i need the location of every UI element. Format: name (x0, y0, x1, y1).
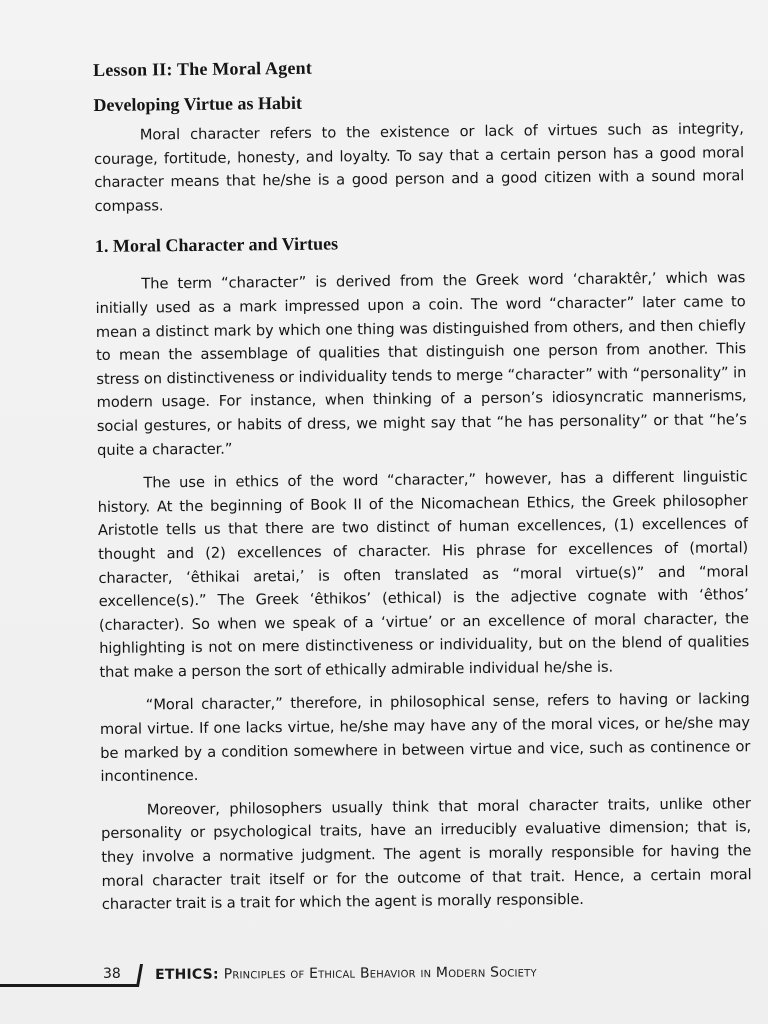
footer-book-subtitle: Principles of Ethical Behavior in Modern Society (223, 964, 537, 983)
page-content (93, 53, 752, 927)
paragraph-character-origin: The term “character” is derived from the Greek word ‘charaktêr,’ which was initially used as a mark impressed upon a coin. The word “character” later came to mean a distinct mark by which one thing was distinguished from others, and then chiefly to mean the assemblage of qualities that distinguish one person from another. This stress on distinctiveness or individuality tends to merge “character” with “personality” in modern usage. For instance, when thinking of a person’s idiosyncratic mannerisms, social gestures, or habits of dress, we might say that “he has personality” or that “he’s quite a character.” (95, 269, 747, 459)
footer-book-label: ETHICS: (155, 966, 219, 983)
section-title: Developing Virtue as Habit (93, 92, 303, 115)
page-number: 38 (103, 966, 121, 982)
subsection-title: 1. Moral Character and Virtues (94, 233, 339, 257)
paragraph-moral-character: “Moral character,” therefore, in philosophical sense, refers to having or lacking moral virtue. If one lacks virtue, he/she may have any of the moral vices, or he/she may be marked by a condition somewhere in between virtue and vice, such as continence or incontinence. (99, 690, 751, 786)
footer-bracket-mark (136, 964, 143, 987)
paragraph-ethics-history: The use in ethics of the word “character,” however, has a different linguistic history. At the beginning of Book II of the Nicomachean Ethics, the Greek philosopher Aristotle tells us that there are two distinct of human excellences, (1) excellences of thought and (2) excellences of character. His phrase for excellences of (mortal) character, ‘êthikai aretai,’ is often translated as “moral virtue(s)” and “moral excellence(s).” The Greek ‘êthikos’ (ethical) is the adjective cognate with ‘êthos’ (character). So when we speak of a ‘virtue’ or an excellence of moral character, the highlighting is not on mere distinctiveness or individuality, but on the blend of qualities that make a person the sort of ethically admirable individual he/she is. (97, 468, 750, 681)
page-footer (0, 958, 768, 998)
footer-rule (0, 984, 138, 987)
lesson-title: Lesson II: The Moral Agent (93, 57, 313, 80)
footer-book-title (155, 964, 537, 983)
paragraph-evaluative-dimension: Moreover, philosophers usually think that moral character traits, unlike other personality or psychological traits, have an irreducibly evaluative dimension; that is, they involve a normative judgment. The agent is morally responsible for having the moral character trait itself or for the outcome of that trait. Hence, a certain moral character trait is a trait for which the agent is morally responsible. (101, 794, 752, 914)
intro-paragraph: Moral character refers to the existence or lack of virtues such as integrity, courage, fortitude, honesty, and loyalty. To say that a certain person has a good moral character means that he/she is a good person and a good citizen with a sound moral compass. (93, 120, 745, 215)
